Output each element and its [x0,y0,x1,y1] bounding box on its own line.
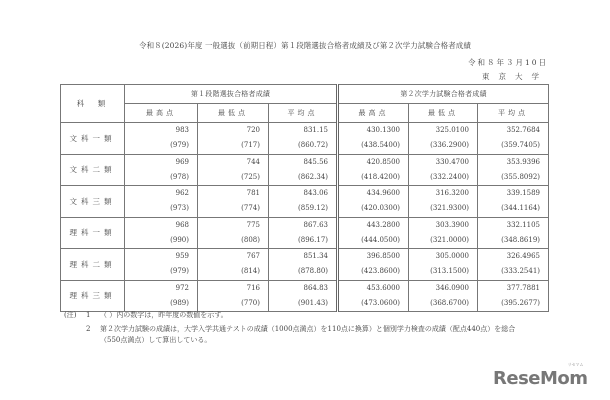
score-cell-s2-max [338,186,409,218]
score-cell-s1-avg [269,154,338,186]
group2-header: 第２次学力試験合格者成績 [338,85,549,104]
previous-year-value: (359.7405) [501,141,541,150]
current-value: 330.4700 [435,157,470,166]
subheader-s1-min: 最低点 [198,104,269,123]
note-number: 1 [86,311,91,319]
category-cell: 理科一類 [61,217,125,249]
current-value: 453.6000 [366,283,401,292]
current-value: 325.0100 [435,126,470,135]
current-value: 845.56 [303,157,329,166]
previous-year-value: (348.8619) [501,235,541,244]
notes [64,310,520,346]
category-cell: 理科三類 [61,280,125,312]
current-value: 434.9600 [366,189,401,198]
previous-year-value: (717) [241,141,260,150]
previous-year-value: (420.0300) [361,204,401,213]
previous-year-value: (313.1500) [430,267,470,276]
current-value: 303.3900 [435,220,470,229]
previous-year-value: (321.0000) [430,235,470,244]
previous-year-value: (473.0600) [361,298,401,307]
current-value: 316.3200 [435,189,470,198]
resemom-logo [493,362,588,389]
current-value: 377.7881 [506,283,541,292]
previous-year-value: (896.17) [298,235,329,244]
current-value: 744 [246,157,260,166]
document-date: 令和８年３月10日 [467,58,548,67]
current-value: 972 [175,283,189,292]
score-cell-s2-avg [478,280,549,312]
score-cell-s2-min [409,154,478,186]
previous-year-value: (979) [170,267,189,276]
previous-year-value: (859.12) [298,204,329,213]
current-value: 867.63 [303,220,329,229]
current-value: 843.06 [303,189,329,198]
note-number: 2 [86,325,91,333]
previous-year-value: (438.5400) [361,141,401,150]
previous-year-value: (808) [241,235,260,244]
current-value: 781 [246,189,260,198]
previous-year-value: (770) [241,298,260,307]
previous-year-value: (990) [170,235,189,244]
score-cell-s2-max [338,154,409,186]
previous-year-value: (395.2677) [501,298,541,307]
logo-text: ReseMom [493,368,588,389]
current-value: 326.4965 [506,252,541,261]
current-value: 352.7684 [506,126,541,135]
previous-year-value: (321.9300) [430,204,470,213]
table-row [61,186,549,218]
category-header: 科 類 [61,85,125,123]
previous-year-value: (979) [170,141,189,150]
previous-year-value: (355.8092) [501,172,541,181]
score-cell-s2-max [338,280,409,312]
previous-year-value: (901.43) [298,298,329,307]
group1-header: 第１段階選抜合格者成績 [125,85,338,104]
previous-year-value: (862.34) [298,172,329,181]
subheader-s1-avg: 平均点 [269,104,338,123]
score-cell-s2-min [409,249,478,281]
score-cell-s2-min [409,280,478,312]
score-cell-s1-min [198,217,269,249]
table-row [61,123,549,155]
score-cell-s1-avg [269,217,338,249]
table-row [61,249,549,281]
previous-year-value: (344.1164) [501,204,541,213]
score-cell-s1-max [125,154,198,186]
category-cell: 文科一類 [61,123,125,155]
table-row [61,217,549,249]
current-value: 962 [175,189,189,198]
previous-year-value: (878.80) [298,267,329,276]
score-cell-s1-max [125,280,198,312]
previous-year-value: (333.2541) [501,267,541,276]
subheader-s2-max: 最高点 [338,104,409,123]
scores-table [60,84,549,312]
current-value: 353.9396 [506,157,541,166]
score-cell-s2-min [409,186,478,218]
score-cell-s1-avg [269,123,338,155]
current-value: 864.83 [303,283,329,292]
current-value: 430.1300 [366,126,401,135]
current-value: 775 [246,220,260,229]
current-value: 959 [175,252,189,261]
score-cell-s2-max [338,123,409,155]
current-value: 443.2800 [366,220,401,229]
score-cell-s1-max [125,249,198,281]
previous-year-value: (336.2900) [430,141,470,150]
score-cell-s2-avg [478,249,549,281]
current-value: 339.1589 [506,189,541,198]
previous-year-value: (418.4200) [361,172,401,181]
subheader-s2-avg: 平均点 [478,104,549,123]
current-value: 346.0900 [435,283,470,292]
current-value: 332.1105 [506,220,541,229]
score-cell-s1-avg [269,186,338,218]
previous-year-value: (368.6700) [430,298,470,307]
score-cell-s1-min [198,186,269,218]
score-cell-s2-avg [478,186,549,218]
organization-name: 東京大学 [482,72,548,81]
score-cell-s2-avg [478,217,549,249]
score-cell-s2-avg [478,154,549,186]
score-cell-s1-avg [269,280,338,312]
current-value: 420.8500 [366,157,401,166]
current-value: 396.8500 [366,252,401,261]
previous-year-value: (725) [241,172,260,181]
subheader-s1-max: 最高点 [125,104,198,123]
current-value: 720 [246,126,260,135]
current-value: 767 [246,252,260,261]
score-cell-s1-min [198,249,269,281]
previous-year-value: (332.2400) [430,172,470,181]
score-cell-s1-min [198,123,269,155]
previous-year-value: (978) [170,172,189,181]
score-cell-s1-max [125,217,198,249]
category-cell: 理科二類 [61,249,125,281]
current-value: 851.34 [303,252,329,261]
current-value: 305.0000 [435,252,470,261]
notes-label: (注) [64,311,77,319]
category-cell: 文科二類 [61,154,125,186]
current-value: 831.15 [303,126,329,135]
previous-year-value: (860.72) [298,141,329,150]
previous-year-value: (423.8600) [361,267,401,276]
current-value: 968 [175,220,189,229]
score-cell-s2-max [338,249,409,281]
previous-year-value: (814) [241,267,260,276]
subheader-s2-min: 最低点 [409,104,478,123]
table-row [61,154,549,186]
logo-kana: リセマム [567,362,584,367]
note-text: （ ）内の数字は，昨年度の数値を示す。 [100,311,228,319]
category-cell: 文科三類 [61,186,125,218]
score-cell-s1-avg [269,249,338,281]
previous-year-value: (989) [170,298,189,307]
current-value: 716 [246,283,260,292]
score-cell-s1-max [125,186,198,218]
score-cell-s2-avg [478,123,549,155]
score-cell-s2-min [409,217,478,249]
score-cell-s1-min [198,280,269,312]
current-value: 969 [175,157,189,166]
table-row [61,280,549,312]
score-cell-s2-max [338,217,409,249]
score-cell-s1-min [198,154,269,186]
current-value: 983 [175,126,189,135]
previous-year-value: (973) [170,204,189,213]
previous-year-value: (444.0500) [361,235,401,244]
score-cell-s1-max [125,123,198,155]
score-cell-s2-min [409,123,478,155]
note-text: 第２次学力試験の成績は，大学入学共通テストの成績（1000点満点）を110点に換算）と個別学力検査の成績（配点440点）を総合（550点満点）して算出している。 [100,325,516,344]
document-title: 令和８(2026)年度 一般選抜（前期日程）第１段階選抜合格者成績及び第２次学力試験合格者成績 [138,41,472,50]
previous-year-value: (774) [241,204,260,213]
